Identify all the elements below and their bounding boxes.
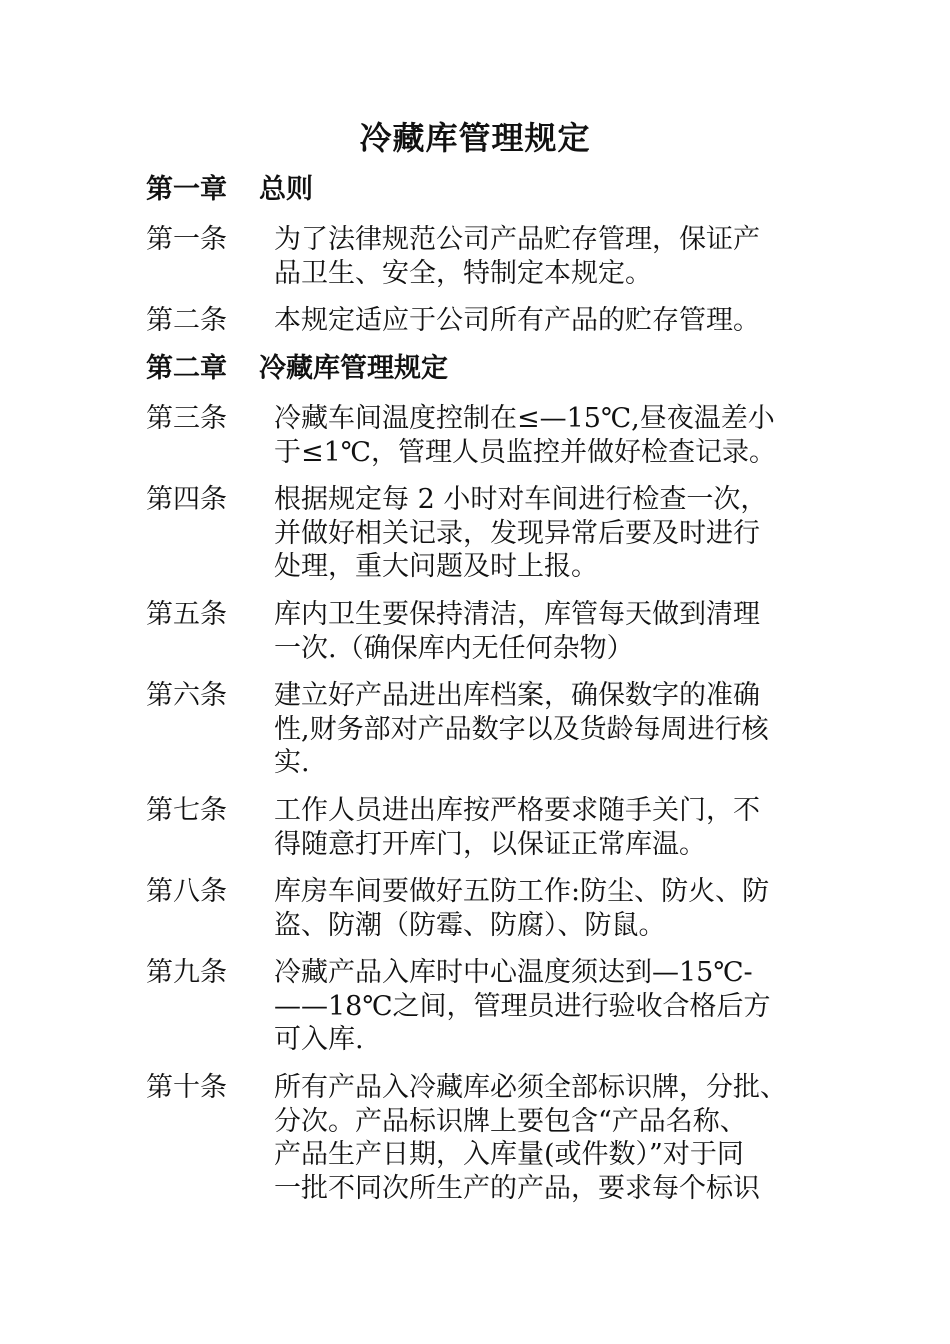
article-text	[274, 483, 767, 584]
article-number: 第五条	[146, 599, 227, 630]
article-line: ——18℃之间，管理员进行验收合格后方	[274, 990, 771, 1022]
article-line: 冷藏产品入库时中心温度须达到—15℃-	[274, 957, 753, 988]
article-line: 建立好产品进出库档案，确保数字的准确	[274, 680, 760, 711]
chapter-number: 第一章	[146, 174, 227, 205]
article-line: 为了法律规范公司产品贮存管理，保证产	[274, 224, 760, 255]
document-title: 冷藏库管理规定	[359, 119, 591, 157]
chapter-title: 冷藏库管理规定	[259, 353, 448, 384]
article-text	[274, 956, 771, 1057]
article-text	[274, 304, 760, 338]
article-number: 第九条	[146, 957, 227, 988]
article-line: 品卫生、安全，特制定本规定。	[274, 257, 652, 289]
article-line: 性,财务部对产品数字以及货龄每周进行核	[274, 713, 769, 745]
article-line: 工作人员进出库按严格要求随手关门，不	[274, 795, 760, 826]
article-line: 所有产品入冷藏库必须全部标识牌，分批、	[274, 1072, 787, 1103]
article-text	[274, 679, 769, 780]
article-number: 第二条	[146, 305, 227, 336]
article-line: 根据规定每 2 小时对车间进行检查一次，	[274, 484, 768, 515]
article-number: 第一条	[146, 224, 227, 255]
chapter-title: 总则	[259, 174, 313, 205]
article-text	[274, 875, 769, 942]
article-line: 一批不同次所生产的产品，要求每个标识	[274, 1172, 760, 1204]
article-line: 于≤1℃，管理人员监控并做好检查记录。	[274, 436, 777, 468]
article-number: 第八条	[146, 876, 227, 907]
article-text	[274, 794, 760, 861]
article-number: 第六条	[146, 680, 227, 711]
article-text	[274, 223, 760, 290]
article-text	[274, 402, 776, 469]
article-line: 实.	[274, 747, 310, 778]
chapter-heading	[146, 351, 448, 387]
article-line: 一次.（确保库内无任何杂物）	[274, 632, 634, 664]
article-line: 得随意打开库门，以保证正常库温。	[274, 828, 706, 860]
article-line: 盗、防潮（防霉、防腐）、防鼠。	[274, 909, 666, 941]
article-line: 并做好相关记录，发现异常后要及时进行	[274, 517, 760, 549]
article-line: 本规定适应于公司所有产品的贮存管理。	[274, 305, 760, 336]
article-line: 库房车间要做好五防工作:防尘、防火、防	[274, 876, 770, 907]
chapter-heading	[146, 172, 313, 208]
article-number: 第七条	[146, 795, 227, 826]
article-line: 库内卫生要保持清洁，库管每天做到清理	[274, 599, 760, 630]
article-line: 处理，重大问题及时上报。	[274, 551, 598, 582]
chapter-number: 第二章	[146, 353, 227, 384]
article-line: 可入库.	[274, 1024, 364, 1055]
article-number: 第十条	[146, 1072, 227, 1103]
article-number: 第四条	[146, 484, 227, 515]
article-line: 分次。产品标识牌上要包含“产品名称、	[274, 1105, 747, 1137]
article-number: 第三条	[146, 403, 227, 434]
article-text	[274, 1071, 787, 1205]
article-line: 冷藏车间温度控制在≤—15℃,昼夜温差小	[274, 403, 775, 434]
article-text	[274, 598, 760, 665]
article-line: 产品生产日期，入库量(或件数）”对于同	[274, 1139, 744, 1170]
